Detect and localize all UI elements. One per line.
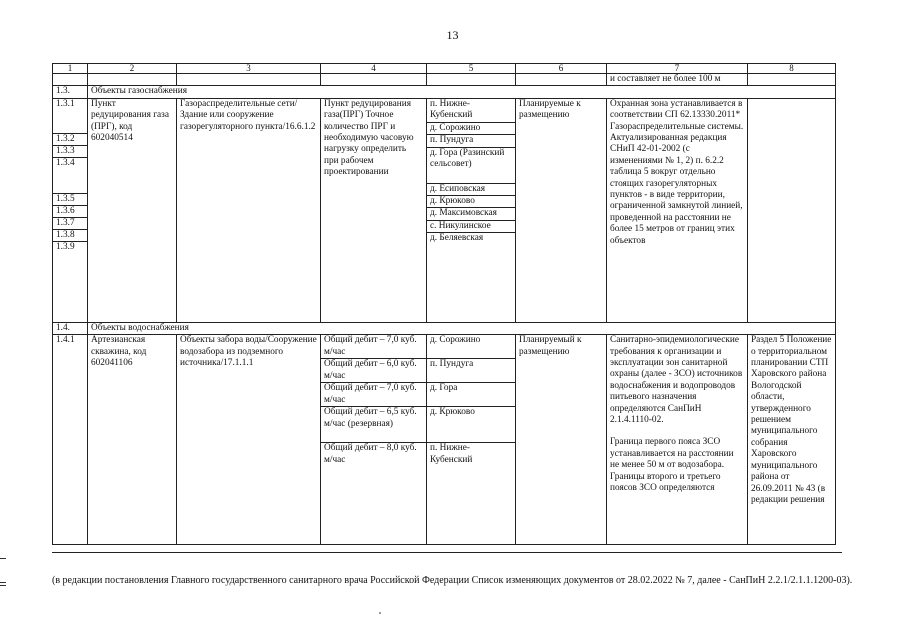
col-header: 6 [516, 64, 607, 74]
object-name: Пункт редуцирования газа (ПРГ), код 602040514 [88, 98, 177, 322]
col-header: 7 [607, 64, 748, 74]
col-header: 8 [748, 64, 836, 74]
location: д. Есиповская [427, 183, 515, 195]
table-row-water [53, 335, 836, 545]
section-number: 1.3. [53, 86, 88, 98]
row-number: 1.3.1 [56, 98, 75, 109]
col-header: 4 [321, 64, 427, 74]
location: д. Максимовская [427, 207, 515, 219]
zone-description-part2: Граница первого пояса ЗСО устанавливается на расстоянии не менее 50 м от водозабора. Границы второго и третьего поясов ЗСО определяются [610, 437, 734, 494]
row-number: 1.3.2 [53, 133, 87, 145]
col-header: 2 [88, 64, 177, 74]
section-title: Объекты водоснабжения [88, 322, 836, 334]
row-number: 1.3.7 [53, 217, 87, 229]
location: п. Пундуга [427, 358, 515, 382]
margin-mark [0, 585, 6, 586]
continuation-text: и составляет не более 100 м [607, 74, 748, 86]
section-row-gas [53, 86, 836, 98]
status: Планируемый к размещению [516, 335, 607, 545]
table-row-gas [53, 98, 836, 322]
location: п. Нижне-Кубенский [427, 442, 515, 466]
row-number: 1.3.9 [53, 241, 87, 253]
row-number: 1.3.6 [53, 205, 87, 217]
location: д. Гора [427, 382, 515, 406]
object-name: Артезианская скважина, код 602041106 [88, 335, 177, 545]
zones-table [52, 63, 836, 545]
row-numbers [53, 98, 88, 322]
characteristic: Общий дебит – 8,0 куб. м/час [321, 442, 426, 466]
characteristic: Общий дебит – 6,5 куб. м/час (резервная) [321, 406, 426, 442]
section-row-water [53, 322, 836, 334]
margin-mark [0, 582, 6, 583]
page-number: 13 [446, 28, 459, 42]
characteristics-list [321, 335, 427, 545]
continuation-row [53, 74, 836, 86]
col-header: 3 [177, 64, 321, 74]
locations [427, 98, 516, 322]
object-characteristics: Пункт редуцирования газа(ПРГ) Точное количество ПРГ и необходимую часовую нагрузку определить при рабочем проектировании [321, 98, 427, 322]
section-title: Объекты газоснабжения [88, 86, 836, 98]
row-number: 1.3.4 [53, 157, 87, 193]
location: п. Пундуга [427, 134, 515, 146]
row-number: 1.3.8 [53, 229, 87, 241]
col-header: 5 [427, 64, 516, 74]
zone-description [607, 335, 748, 545]
location: д. Крюково [427, 195, 515, 207]
characteristic: Общий дебит – 6,0 куб. м/час [321, 358, 426, 382]
location: д. Крюково [427, 406, 515, 442]
row-number: 1.4.1 [53, 335, 88, 545]
footnote-separator [52, 552, 842, 553]
characteristic: Общий дебит – 7,0 куб. м/час [324, 335, 417, 357]
location: с. Никулинское [427, 220, 515, 232]
legal-basis: Раздел 5 Положение о территориальном планировании СТП Хаpовского района Вологодской области, утвержденного решением муниципального собрания Хаpовского муниципального района от 26.09.2011 № 43 (в редакции решения [748, 335, 836, 545]
location: п. Нижне-Кубенский [430, 98, 473, 121]
legal-basis [748, 98, 836, 322]
zone-description: Охранная зона устанавливается в соответствии СП 62.13330.2011* Газораспределительные системы. Актуализированная редакция СНиП 42-01-2002 (с изменениями № 1, 2) п. 6.2.2 таблица 5 вокруг отдельно стоящих газорегуляторных пунктов - в виде территории, ограниченной замкнутой линией, проведенной на расстоянии не более 15 метров от границ этих объектов [607, 98, 748, 322]
section-number: 1.4. [53, 322, 88, 334]
status: Планируемые к размещению [516, 98, 607, 322]
row-number: 1.3.3 [53, 145, 87, 157]
characteristic: Общий дебит – 7,0 куб. м/час [321, 382, 426, 406]
location: д. Сорожино [430, 335, 481, 346]
col-header: 1 [53, 64, 88, 74]
zone-description-part1: Санитарно-эпидемиологические требования к организации и эксплуатации зон санитарной охраны (далее - ЗСО) источников водоснабжения и водопроводов питьевого назначения определяются СанПиН 2.1.4.1110-02. [610, 335, 743, 426]
object-type: Газораспределительные сети/ Здание или сооружение газорегуляторного пункта/16.6.1.2 [177, 98, 321, 322]
column-header-row [53, 64, 836, 74]
margin-mark [0, 558, 6, 559]
locations [427, 335, 516, 545]
location: д. Гора (Разинский сельсовет) [427, 147, 515, 183]
location: д. Сорожино [427, 122, 515, 134]
location: д. Беляевская [427, 232, 515, 244]
row-number: 1.3.5 [53, 193, 87, 205]
scan-speck [379, 612, 381, 614]
footnote: (в редакции постановления Главного государственного санитарного врача Российской Федерации Список изменяющих документов от 28.02.2022 № 7, далее - СанПиН 2.2.1/2.1.1.1200-03). [52, 575, 853, 586]
object-type: Объекты забора воды/Сооружение водозабора из подземного источника/17.1.1.1 [177, 335, 321, 545]
